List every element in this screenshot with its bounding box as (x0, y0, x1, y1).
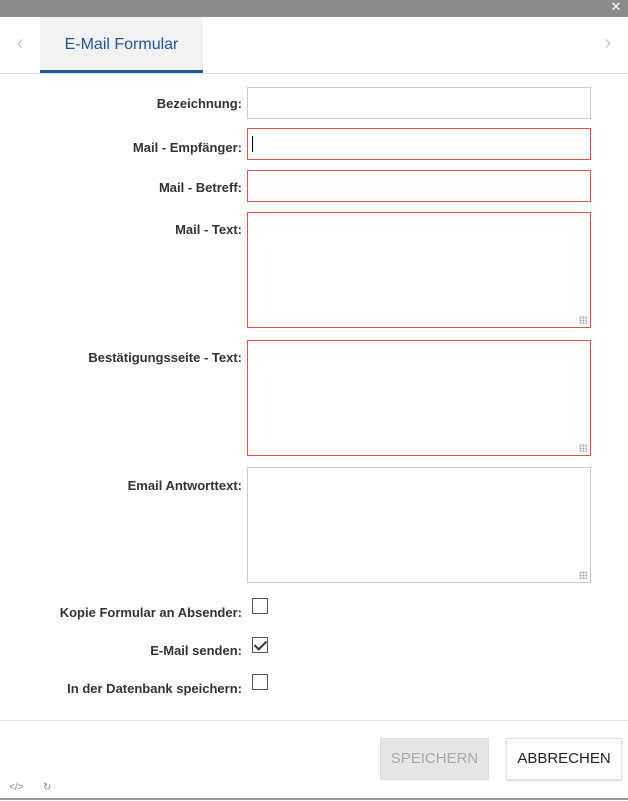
code-icon[interactable]: </> (9, 782, 24, 793)
window-title-bar (0, 0, 628, 17)
datenbank-speichern-label: In der Datenbank speichern: (67, 681, 242, 696)
mail-empfaenger-input[interactable] (247, 128, 591, 160)
text-cursor (252, 136, 253, 152)
email-antworttext-label: Email Antworttext: (127, 478, 242, 493)
kopie-formular-label: Kopie Formular an Absender: (59, 605, 242, 620)
dialog-footer (0, 720, 628, 801)
mail-text-textarea[interactable] (247, 212, 591, 328)
tab-bar (0, 17, 628, 74)
resize-grip-icon[interactable] (579, 571, 587, 579)
datenbank-speichern-checkbox[interactable] (252, 674, 268, 690)
mail-empfaenger-label: Mail - Empfänger: (132, 140, 242, 155)
bezeichnung-label: Bezeichnung: (156, 96, 242, 111)
email-senden-label: E-Mail senden: (150, 643, 242, 658)
chevron-left-icon[interactable]: ‹ (16, 32, 24, 54)
email-senden-checkbox[interactable] (252, 637, 268, 653)
tab-label: E-Mail Formular (64, 36, 179, 53)
mail-betreff-input[interactable] (247, 170, 591, 202)
bestaetigungsseite-text-textarea[interactable] (247, 340, 591, 456)
close-icon[interactable]: ✕ (610, 0, 622, 14)
bezeichnung-input[interactable] (247, 87, 591, 119)
resize-grip-icon[interactable] (579, 316, 587, 324)
cancel-button[interactable]: ABBRECHEN (506, 738, 622, 780)
chevron-right-icon[interactable]: › (604, 32, 612, 54)
resize-grip-icon[interactable] (579, 444, 587, 452)
tab-email-formular[interactable] (40, 17, 203, 73)
checkmark-icon (254, 637, 267, 650)
save-button[interactable]: SPEICHERN (380, 738, 489, 780)
kopie-formular-checkbox[interactable] (252, 598, 268, 614)
refresh-icon[interactable]: ↻ (43, 782, 52, 793)
email-antworttext-textarea[interactable] (247, 467, 591, 583)
mail-betreff-label: Mail - Betreff: (158, 180, 242, 195)
bestaetigungsseite-text-label: Bestätigungsseite - Text: (88, 350, 242, 365)
mail-text-label: Mail - Text: (175, 222, 242, 237)
